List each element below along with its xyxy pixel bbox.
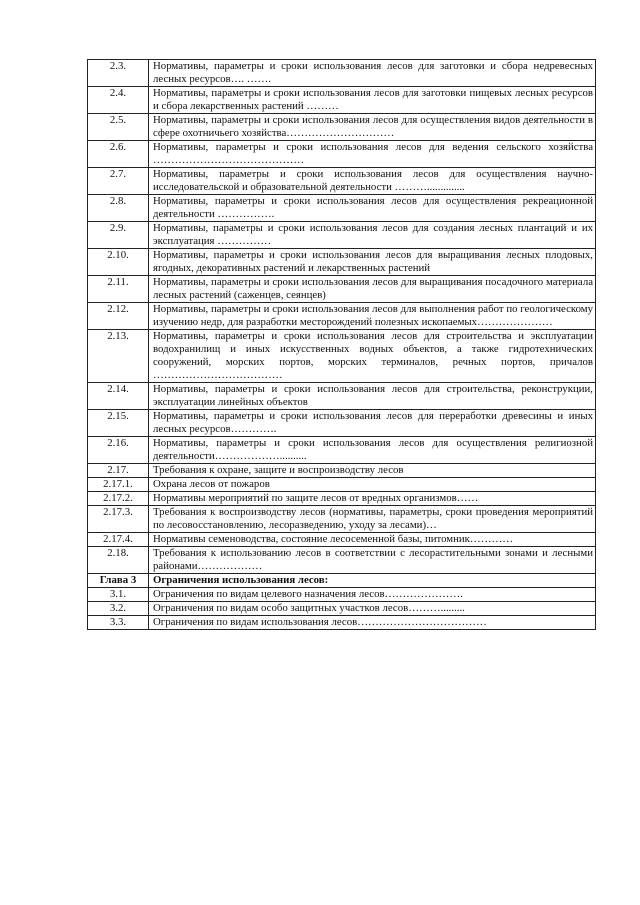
toc-title: Нормативы, параметры и сроки использования лесов для осуществления рекреационной деятельности ……………. <box>149 195 596 222</box>
toc-title: Нормативы, параметры и сроки использования лесов для переработки древесины и иных лесных ресурсов…………. <box>149 410 596 437</box>
toc-title: Нормативы, параметры и сроки использования лесов для строительства, реконструкции, эксплуатации линейных объектов <box>149 383 596 410</box>
toc-title: Нормативы, параметры и сроки использования лесов для заготовки и сбора недревесных лесных ресурсов…. ……. <box>149 60 596 87</box>
toc-title: Нормативы, параметры и сроки использования лесов для выращивания лесных плодовых, ягодных, декоративных растений и лекарственных растений <box>149 249 596 276</box>
toc-title: Нормативы, параметры и сроки использования лесов для выращивания посадочного материала лесных растений (саженцев, сеянцев) <box>149 276 596 303</box>
toc-title: Нормативы, параметры и сроки использования лесов для создания лесных плантаций и их эксплуатация …………… <box>149 222 596 249</box>
toc-row <box>88 87 596 114</box>
toc-title: Нормативы семеноводства, состояние лесосеменной базы, питомник………… <box>149 533 596 547</box>
toc-title: Нормативы, параметры и сроки использования лесов для выполнения работ по геологическому изучению недр, для разработки месторождений полезных ископаемых………………… <box>149 303 596 330</box>
toc-row <box>88 478 596 492</box>
toc-title: Ограничения по видам особо защитных участков лесов………......... <box>149 602 596 616</box>
toc-title: Нормативы, параметры и сроки использования лесов для осуществления научно-исследовательской и образовательной деятельности ……….............. <box>149 168 596 195</box>
toc-row <box>88 195 596 222</box>
toc-row <box>88 547 596 574</box>
chapter-title: Ограничения использования лесов: <box>149 574 596 588</box>
toc-title: Требования к использованию лесов в соответствии с лесорастительными зонами и лесными районами……………… <box>149 547 596 574</box>
toc-title: Нормативы, параметры и сроки использования лесов для строительства и эксплуатации водохранилищ и иных искусственных водных объектов, а также гидротехнических сооружений, морских портов, морских терминалов, речных портов, причалов ……………………………… <box>149 330 596 383</box>
toc-title: Нормативы, параметры и сроки использования лесов для ведения сельского хозяйства …………………………………… <box>149 141 596 168</box>
toc-number: 2.17.1. <box>88 478 149 492</box>
toc-number: 3.2. <box>88 602 149 616</box>
toc-number: 2.13. <box>88 330 149 383</box>
toc-row <box>88 222 596 249</box>
toc-row <box>88 616 596 630</box>
toc-row <box>88 492 596 506</box>
toc-title: Ограничения по видам целевого назначения лесов…………………. <box>149 588 596 602</box>
toc-number: 2.11. <box>88 276 149 303</box>
toc-number: 2.17.3. <box>88 506 149 533</box>
toc-number: 2.17.4. <box>88 533 149 547</box>
toc-title: Нормативы, параметры и сроки использования лесов для заготовки пищевых лесных ресурсов и сбора лекарственных растений ……… <box>149 87 596 114</box>
toc-title: Нормативы мероприятий по защите лесов от вредных организмов…… <box>149 492 596 506</box>
toc-number: 2.8. <box>88 195 149 222</box>
toc-number: 2.6. <box>88 141 149 168</box>
toc-number: 2.3. <box>88 60 149 87</box>
toc-title: Охрана лесов от пожаров <box>149 478 596 492</box>
toc-title: Требования к воспроизводству лесов (нормативы, параметры, сроки проведения мероприятий по лесовосстановлению, лесоразведению, уходу за лесами)… <box>149 506 596 533</box>
toc-row <box>88 410 596 437</box>
toc-number: 2.18. <box>88 547 149 574</box>
toc-number: 2.17.2. <box>88 492 149 506</box>
toc-number: 2.16. <box>88 437 149 464</box>
toc-row <box>88 114 596 141</box>
toc-number: 2.12. <box>88 303 149 330</box>
toc-number: 2.10. <box>88 249 149 276</box>
toc-chapter-row <box>88 574 596 588</box>
toc-row <box>88 141 596 168</box>
toc-row <box>88 588 596 602</box>
toc-row <box>88 276 596 303</box>
toc-number: 3.3. <box>88 616 149 630</box>
toc-number: 2.15. <box>88 410 149 437</box>
toc-row <box>88 533 596 547</box>
toc-row <box>88 506 596 533</box>
toc-row <box>88 168 596 195</box>
table-of-contents <box>87 59 596 630</box>
toc-number: 3.1. <box>88 588 149 602</box>
toc-row <box>88 464 596 478</box>
toc-title: Ограничения по видам использования лесов……………………………… <box>149 616 596 630</box>
toc-number: 2.9. <box>88 222 149 249</box>
toc-number: 2.14. <box>88 383 149 410</box>
toc-title: Требования к охране, защите и воспроизводству лесов <box>149 464 596 478</box>
toc-row <box>88 303 596 330</box>
toc-title: Нормативы, параметры и сроки использования лесов для осуществления видов деятельности в сфере охотничьего хозяйства………………………… <box>149 114 596 141</box>
toc-row <box>88 60 596 87</box>
toc-row <box>88 383 596 410</box>
toc-row <box>88 249 596 276</box>
toc-number: 2.17. <box>88 464 149 478</box>
toc-number: 2.4. <box>88 87 149 114</box>
toc-row <box>88 330 596 383</box>
toc-number: 2.7. <box>88 168 149 195</box>
toc-number: 2.5. <box>88 114 149 141</box>
toc-row <box>88 602 596 616</box>
toc-title: Нормативы, параметры и сроки использования лесов для осуществления религиозной деятельности……………….......... <box>149 437 596 464</box>
chapter-number: Глава 3 <box>88 574 149 588</box>
toc-body <box>88 60 596 630</box>
toc-row <box>88 437 596 464</box>
